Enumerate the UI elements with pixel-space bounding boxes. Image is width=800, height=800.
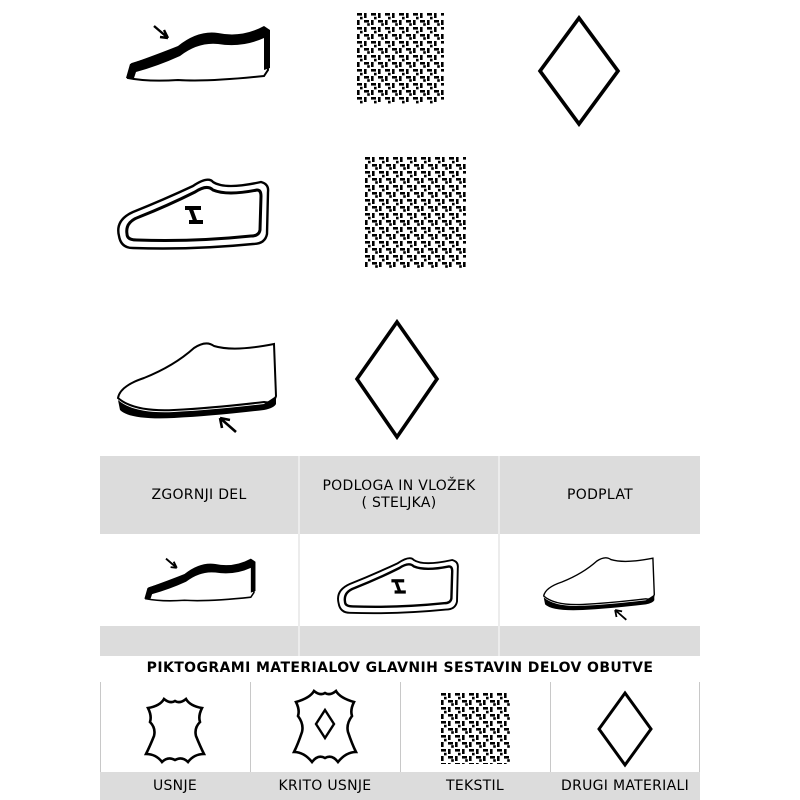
- coated-leather-icon: [292, 688, 358, 766]
- divider: [298, 456, 300, 656]
- other-materials-icon: [354, 319, 440, 441]
- textile-icon: [356, 12, 444, 104]
- legend-item-coated-leather: [250, 682, 400, 800]
- shoe-upper-icon: [118, 20, 273, 90]
- header-upper: ZGORNJI DEL: [100, 456, 298, 534]
- header-sole: PODPLAT: [500, 456, 700, 534]
- shoe-lining-icon: [332, 552, 462, 616]
- table-footer-cell: [100, 626, 298, 656]
- legend-label: KRITO USNJE: [250, 772, 400, 800]
- section-title: PIKTOGRAMI MATERIALOV GLAVNIH SESTAVIN DELOV OBUTVE: [146, 660, 654, 676]
- legend-item-leather: [100, 682, 250, 800]
- shoe-upper-icon: [138, 554, 258, 608]
- material-legend: [100, 682, 700, 800]
- table-cell-lining: [300, 536, 498, 624]
- shoe-sole-icon: [114, 338, 280, 438]
- shoe-sole-icon: [540, 554, 658, 624]
- table-footer-cell: [300, 626, 498, 656]
- legend-label: USNJE: [100, 772, 250, 800]
- shoe-lining-icon: [113, 172, 271, 252]
- parts-table: [100, 456, 700, 656]
- header-lining: PODLOGA IN VLOŽEK ( STELJKA): [300, 456, 498, 534]
- legend-item-other: [550, 682, 700, 800]
- legend-item-textile: [400, 682, 550, 800]
- leather-icon: [144, 696, 206, 766]
- textile-icon: [364, 156, 466, 268]
- table-cell-upper: [100, 536, 298, 624]
- table-footer-cell: [500, 626, 700, 656]
- textile-icon: [440, 692, 510, 764]
- divider: [498, 456, 500, 656]
- other-materials-icon: [597, 690, 653, 768]
- table-cell-sole: [500, 536, 700, 624]
- other-materials-icon: [537, 15, 621, 127]
- legend-label: TEKSTIL: [400, 772, 550, 800]
- legend-label: DRUGI MATERIALI: [550, 772, 700, 800]
